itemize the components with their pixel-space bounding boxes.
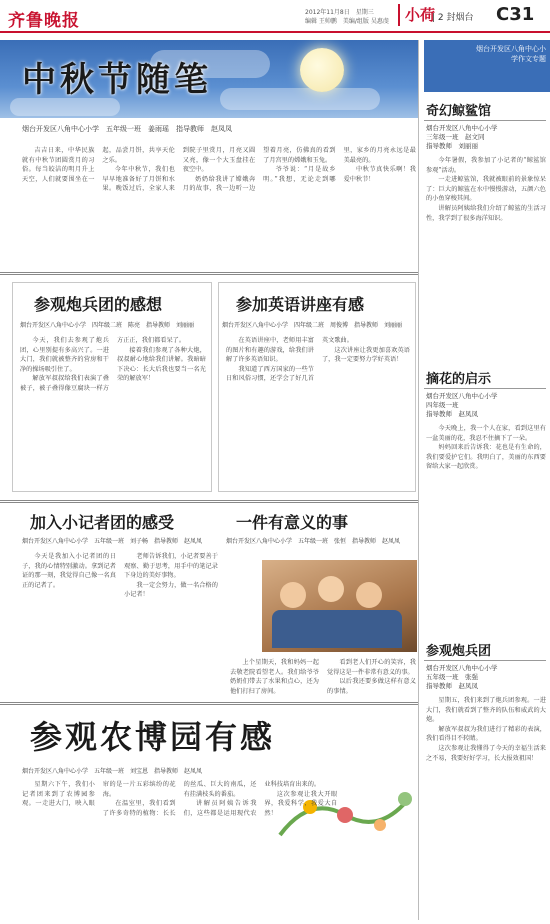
paragraph: 一走进鲸鲨馆，我就被眼前的景象惊呆了：巨大的鲸鲨在水中慢慢游动，五颜六色的小鱼穿梭其间。: [426, 176, 546, 203]
paragraph: 爷爷说：“月是故乡明。”我想，无论走到哪里，家乡的月亮永远是最美最亮的。: [263, 147, 416, 183]
article-byline: 烟台开发区八角中心小学 五年级一班 张恒 指导教师 赵凤凤: [226, 538, 401, 545]
article-body-xiaojizhe: [22, 552, 218, 670]
paragraph: 我知道了西方国家的一些节日和风俗习惯，还学会了好几首英文歌曲。: [226, 337, 353, 383]
article-title: 加入小记者团的感受: [30, 513, 175, 532]
paragraph: 上个星期天，我和妈妈一起去敬老院看望老人。我们给爷爷奶奶们带去了水果和点心，还为他们打扫了房间。: [230, 659, 319, 695]
paragraph: 老师告诉我们，小记者要善于观察、勤于思考，用手中的笔记录下身边的美好事物。: [124, 553, 218, 580]
section-tag: | 2 封烟台: [432, 13, 474, 23]
newspaper-logo: 齐鲁晚报: [8, 11, 80, 31]
section-divider: [424, 388, 546, 389]
paragraph: 解放军叔叔为我们进行了精彩的表演，我们看得目不转睛。: [426, 725, 546, 743]
paragraph: 解放军叔叔给我们表演了叠被子，被子叠得像豆腐块一样方方正正，我们都看呆了。: [20, 337, 186, 392]
section-divider: [0, 702, 418, 705]
child-face-icon: [318, 576, 344, 602]
article-title: 参观农博园有感: [30, 718, 276, 756]
child-face-icon: [356, 582, 382, 608]
section-name: 小荷: [405, 6, 436, 24]
article-body-paobing2: [426, 696, 546, 918]
article-byline: 烟台开发区八角中心小学 五年级一班 刘宝恩 指导教师 赵凤凤: [22, 768, 203, 775]
paragraph: 今天是我加入小记者团的日子，我的心情特别激动。拿到记者证的那一刻，我觉得自己像一名真正的记者了。: [22, 553, 116, 589]
article-title: 参观炮兵团的感想: [34, 295, 163, 314]
section-divider: [424, 660, 546, 661]
article-body-youyiyi: [230, 658, 416, 700]
masthead-info: [305, 8, 389, 26]
paragraph: 吉吉日来，中华民族就有中秋节团圆赏月的习俗。每当皎洁的明月升上天空，人们就要围坐在一起，品尝月饼，共享天伦之乐。: [22, 147, 175, 183]
article-title: 参观炮兵团: [426, 644, 492, 659]
school-label: 烟台开发区八角中心小学作文专题: [476, 45, 546, 63]
section-divider: [0, 500, 418, 503]
article-body-zhongqiu: [22, 146, 416, 264]
paragraph: 讲解员阿姨给我们介绍了鲸鲨的生活习性，我学到了很多海洋知识。: [426, 204, 546, 222]
article-title: 摘花的启示: [426, 372, 492, 387]
paragraph: 我一定会努力，做一名合格的小记者！: [124, 581, 218, 599]
section-divider: [0, 272, 418, 275]
article-title: 一件有意义的事: [236, 513, 349, 532]
paragraph: 今天，我们去参观了炮兵团，心里别提有多高兴了。一进大门，我们就被整齐的营房和干净的操场吸引住了。: [20, 337, 109, 373]
article-body-qiling: [426, 156, 546, 352]
paragraph: 这次参观让我大开眼界，我爱科学，我爱大自然！: [264, 790, 338, 817]
paragraph: 奶奶给我讲了嫦娥奔月的故事，我一边听一边望着月亮，仿佛真的看到了月宫里的嫦娥和玉兔。: [182, 147, 336, 193]
paragraph: 今年中秋节，我们也早早地准备好了月饼和水果。晚饭过后，全家人来到院子里赏月，月亮又圆又亮，像一个大玉盘挂在夜空中。: [102, 147, 256, 193]
paragraph: 今天晚上，我一个人在家，看到这里有一盆美丽的花，我忍不住摘下了一朵。: [426, 425, 546, 442]
paragraph: 接着我们参观了各种大炮，叔叔耐心地给我们讲解。我暗暗下决心：长大后我也要当一名光荣的解放军！: [117, 346, 206, 383]
article-byline: 烟台开发区八角中心小学 四年级二班 周俊博 指导教师 刘丽丽: [222, 322, 403, 329]
paragraph: 在英语讲座中，老师用丰富的图片和有趣的游戏，给我们讲解了许多英语知识。: [226, 337, 314, 364]
children-group-icon: [272, 610, 402, 648]
cloud-decoration: [220, 88, 380, 110]
paragraph: 今年暑假，我参加了小记者的“鲸鲨馆参观”活动。: [426, 157, 546, 174]
article-byline: 烟台开发区八角中心小学 四年级一班 指导教师 赵凤凤: [426, 392, 498, 418]
editor-credits: 编辑 王帅鹏 美编/组版 吴惠虔: [305, 18, 389, 25]
article-byline: 烟台开发区八角中心小学 五年级一班 张强 指导教师 赵凤凤: [426, 664, 498, 690]
hero-title: 中秋节随笔: [22, 60, 212, 100]
paragraph: 妈妈回来后告诉我：花也是有生命的，我们要爱护它们。我明白了，美丽的东西要留给大家一起欣赏。: [426, 444, 546, 471]
moon-icon: [300, 48, 344, 92]
issue-date: 2012年11月8日 星期三: [305, 9, 374, 16]
article-body-yingyu: [226, 336, 410, 486]
paragraph: 以后我还要多做这样有意义的事情。: [327, 678, 416, 695]
paragraph: 看到老人们开心的笑容，我觉得这是一件非常有意义的事。: [327, 659, 416, 676]
page-number: C31: [496, 4, 535, 25]
paragraph: 星期五，我们来到了炮兵团参观。一进大门，我们就看到了整齐的队伍和威武的大炮。: [426, 697, 546, 724]
paragraph: 这次参观让我懂得了今天的幸福生活来之不易，我要好好学习，长大报效祖国！: [426, 744, 546, 762]
child-face-icon: [280, 582, 306, 608]
paragraph: 在温室里，我们看到了许多奇特的植物：长长的丝瓜、巨大的南瓜，还有挂满枝头的番茄。: [102, 781, 257, 817]
paragraph: 星期六下午，我们小记者团来到了农博园参观。一走进大门，映入眼帘的是一片五彩缤纷的花海。: [22, 781, 176, 808]
article-title: 奇幻鲸鲨馆: [426, 104, 492, 119]
article-byline: 烟台开发区八角中心小学 四年级二班 陈亮 指导教师 刘丽丽: [20, 322, 195, 329]
article-body-zhaiguo: [426, 424, 546, 634]
masthead-separator: [398, 4, 400, 26]
article-body-nongbo: [22, 780, 418, 920]
article-body-paobing: [20, 336, 206, 486]
paragraph: 这次讲座让我更加喜欢英语了，我一定要努力学好英语！: [322, 346, 410, 364]
paragraph: 讲解员阿姨告诉我们，这些都是运用现代农业科技培育出来的。: [183, 781, 321, 817]
article-photo: [262, 560, 417, 652]
article-byline: 烟台开发区八角中心小学 五年级一班 刘子畅 指导教师 赵凤凤: [22, 538, 203, 545]
article-byline: 烟台开发区八角中心小学 三年级一班 赵文同 指导教师 刘丽丽: [426, 124, 498, 150]
paragraph: 中秋节真快乐啊！我爱中秋节！: [343, 166, 416, 183]
article-byline: 烟台开发区八角中心小学 五年级一班 姜雨瑶 指导教师 赵凤凤: [22, 125, 232, 133]
article-title: 参加英语讲座有感: [236, 295, 365, 314]
masthead-rule: [0, 31, 550, 33]
section-divider: [424, 120, 546, 121]
